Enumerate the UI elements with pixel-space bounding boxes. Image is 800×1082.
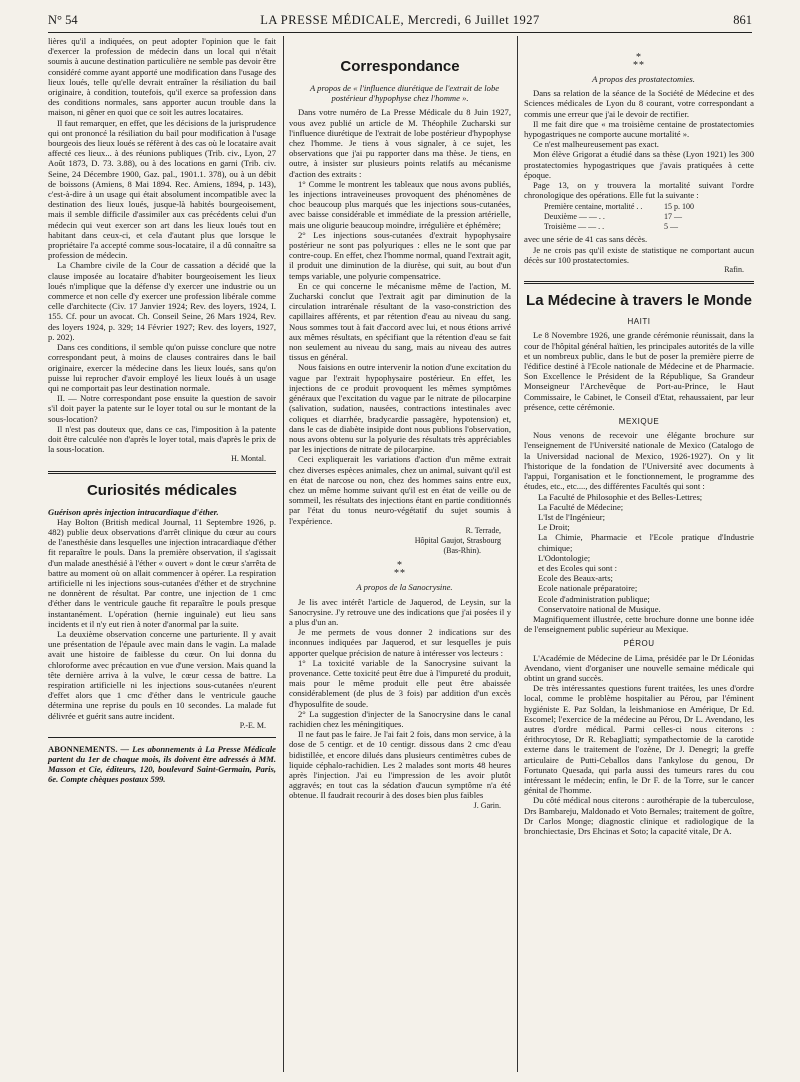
article-subtitle: A propos de « l'influence diurétique de l'extrait de lobe postérieur d'hypophyse chez l'homme ». — [309, 83, 500, 104]
paragraph: Nous venons de recevoir une élégante brochure sur l'enseignement de l'Université nationale de Mexico (Catalogo de la Universidad nacional de Mexico, 1926-1927). On y lit l'historique de la fondation de l'Université avec documents à l'appui, l'organisation et le fonctionnement, le programme des études, etc., etc...., des différentes Facultés qui sont : — [524, 430, 754, 492]
list-item: Ecole des Beaux-arts; — [538, 573, 613, 584]
article-subtitle: A propos des prostatectomies. — [592, 74, 695, 84]
section-title-medecine-monde: La Médecine à travers le Monde — [526, 292, 752, 310]
list-item: La Faculté de Médecine; — [538, 501, 624, 512]
paragraph: avec une série de 41 cas sans décès. — [524, 234, 648, 245]
signature-region: (Bas-Rhin). — [443, 546, 481, 556]
paragraph: Il ne faut pas le faire. Je l'ai fait 2 fois, dans mon service, à la dose de 5 centigr. et de 10 centigr. dissous dans 2 cmc d'eau bidistillée, et encore dilués dans plusieurs centimètres cubes de liquide céphalo-rachidien. Les 2 malades sont morts 48 heures après l'injection. J'ai eu l'impression de les avoir plutôt aggravés; en tout cas la sédation d'aucun symptôme n'a été obtenue. Il faudrait recourir à des doses bien plus faibles — [289, 729, 511, 801]
section-title-curiosites: Curiosités médicales — [86, 481, 238, 499]
abonnements-text: — Les abonnements à La Presse Médicale partent du 1er de chaque mois, ils doivent être adressés à MM. Masson et Cie, éditeurs, 120, boulevard Saint-Germain, Paris, 6e. Compte chèques postaux 599. — [48, 744, 276, 784]
stars-separator: * ** — [633, 52, 645, 71]
table-row — [544, 222, 754, 232]
mortality-table — [544, 202, 754, 232]
column-1 — [48, 36, 276, 784]
paragraph: L'Académie de Médecine de Lima, présidée par le Dr Léonidas Avendano, vient d'organiser une nouvelle semaine médicale qui obtint un grand succès. — [524, 652, 754, 683]
table-cell: 15 p. 100 — [664, 202, 694, 212]
list-item: Le Droit; — [538, 522, 570, 533]
list-item: L'Odontologie; — [538, 552, 591, 563]
table-cell: Deuxième — — . . — [544, 212, 605, 222]
abonnements-label: ABONNEMENTS. — [48, 744, 118, 754]
paragraph: Il me fait dire que « ma troisième centaine de prostatectomies hypogastriques ne comporte aucune mortalité ». — [524, 118, 754, 140]
table-row — [544, 212, 754, 222]
paragraph: Hay Bolton (British medical Journal, 11 Septembre 1926, p. 482) publie deux observations d'arrêt clinique du cœur au cours de l'anesthésie dans lesquelles une injection intracardiaque d'éther fit reparaître le pouls. Dans la première observation, il s'agissait d'un malade anesthésié à l'éther « ouvert » dont le cœur s'arrêta de battre au moment où on allait commencer à opérer. La respiration artificielle ni les injections sous-cutanées d'éther et de strychnine ne donnèrent de résultat. Par contre, une injection de 1 cmc d'éther dans le ventricule gauche fit reparaître le pouls presque instantanément. L'opération (hernie inguinale) eut lieu sans incidents et il n'y eut rien à noter d'anormal par la suite. — [48, 516, 276, 629]
table-row — [544, 202, 754, 212]
section-rule — [48, 737, 276, 738]
section-rule — [48, 471, 276, 474]
paragraph: Dans ces conditions, il semble qu'on puisse conclure que notre correspondant peut, à moins de clauses contraires dans le bail originaire, exercer la médecine dans les lieux loués, sans qu'on puisse lui reprocher d'avoir employé les lieux loués à un usage qui ne comportait pas leur destination normale. — [48, 342, 276, 393]
journal-title: LA PRESSE MÉDICALE, Mercredi, 6 Juillet 1927 — [260, 13, 540, 27]
list-item: et des Ecoles qui sont : — [538, 562, 618, 573]
paragraph: 1° Comme le montrent les tableaux que nous avons publiés, les injections intraveineuses provoquent des phénomènes de choc beaucoup plus marqués que les injections sous-cutanées, avec baisse considérable et immédiate de la pression artérielle, mais une oligurie beaucoup moindre, irrégulière et éphémère; — [289, 178, 511, 230]
country-heading-haiti: HAITI — [627, 317, 651, 327]
paragraph: 1° La toxicité variable de la Sanocrysine suivant la provenance. Cette toxicité peut être due à l'impureté du produit, mais pour le même produit elle peut être abaissée considérablement (de plus de 3 fois) par addition d'un excès d'hyposulfite de soude. — [289, 657, 511, 709]
paragraph: Il faut remarquer, en effet, que les décisions de la jurisprudence qui ont prononcé la résiliation du bail pour modification à l'usage bourgeois des lieux loués se réfèrent à des cas où le locataire avait affecté ces lieux... à des réunions publiques (Trib. civ., Lyon, 27 Août 1873, D. 73. 3.88), ou à des locations en garni (Trib. civ. Seine, 24 Décembre 1900, Gaz. pal., 1901.1. 378), ou à un débit de boissons (Amiens, 8 Mai 1894. Rec. Amiens, 1894, p. 143), c'est-à-dire à un usage qui était absolument incompatible avec la destination des lieux loués, jusque-là habités bourgeoisement, mais il semble difficile d'assimiler aux cas précédents celui d'un médecin qui veut exercer son art dans les lieux loués tout en habitant dans ceux-ci, et cela d'autant plus que lorsque le propriétaire l'a accepté comme sous-locataire, il a dû connaître sa profession de médecin. — [48, 117, 276, 261]
list-item: La Chimie, Pharmacie et l'Ecole pratique d'Industrie chimique; — [538, 532, 754, 553]
paragraph: Je ne crois pas qu'il existe de statistique ne comportant aucun décès sur 100 prostatectomies. — [524, 244, 754, 265]
paragraph: Il n'est pas douteux que, dans ce cas, l'imposition à la patente doit être calculée non d'après le loyer total, mais d'après le prix de la sous-location. — [48, 423, 276, 455]
table-cell: Troisième — — . . — [544, 222, 605, 232]
signature: P.-E. M. — [239, 720, 266, 730]
section-rule — [524, 281, 754, 284]
paragraph: 2° Les injections sous-cutanées d'extrait hypophysaire postérieur ne sont pas polyuriques : elles ne le sont que par contre-coup. En effet, chez l'homme normal, quand l'extrait agit, il produit une diminution de la diurèse, qui suit, au bout d'un temps variable, une polyurie compensatrice. — [289, 229, 511, 281]
list-item: Ecole nationale préparatoire; — [538, 583, 638, 594]
paragraph: Le 8 Novembre 1926, une grande cérémonie réunissait, dans la cour de l'hôpital général haïtien, les principales autorités de la ville et un nombreux public, dans le but de poser la première pierre de l'édifice destiné à l'Ecole nationale de Médecine et de Pharmacie. Son Excellence le Président de la République, Sa Grandeur Monseigneur l'Archevêque de Port-au-Prince, le Haut Commissaire, le Cabinet, le Conseil d'Etat, rehaussaient, par leur présence, cette cérémonie. — [524, 330, 754, 412]
paragraph: En ce qui concerne le mécanisme même de l'action, M. Zucharski conclut que l'extrait agit par diminution de la circulation intrarénale résultant de la vaso-constriction des capillaires afférents, et par rétention d'eau au niveau du sang. Nous sommes tout à fait d'accord avec lui, et nous étions arrivé aux mêmes résultats, en spécifiant que la rétention d'eau se fait non seulement au niveau du sang, mais au niveau des autres tissus en général. — [289, 280, 511, 363]
column-2 — [289, 36, 511, 811]
list-item: La Faculté de Philosophie et des Belles-Lettres; — [538, 491, 703, 502]
table-cell: 17 — — [664, 212, 682, 222]
signature: J. Garin. — [473, 800, 501, 810]
column-divider — [517, 36, 518, 1072]
paragraph: 2° La suggestion d'injecter de la Sanocrysine dans le canal rachidien chez les méningitiques. — [289, 708, 511, 729]
issue-number: N° 54 — [48, 13, 78, 27]
list-item: L'Ist de l'Ingénieur; — [538, 511, 606, 522]
paragraph: Ceci expliquerait les variations d'action d'un même extrait chez diverses espèces animales, chez un animal, suivant qu'il est en état de narcose ou non, chez des hommes sains entre eux, chez un même homme suivant qu'il est en état de veille ou de sommeil, les résultats des injections étant en partie conditionnés par l'état du tonus neuro-végétatif du sujet soumis à l'expérience. — [289, 454, 511, 526]
list-item: Ecole d'administration publique; — [538, 593, 650, 604]
article-subtitle: Guérison après injection intracardiaque d'éther. — [48, 506, 219, 517]
page-number: 861 — [733, 13, 752, 27]
paragraph: Ce n'est malheureusement pas exact. — [533, 139, 659, 150]
table-cell: Première centaine, mortalité . . — [544, 202, 643, 212]
paragraph: Je me permets de vous donner 2 indications sur des inconnues indiquées par Jaquerod, et sur lesquelles je puis apporter quelque précision de nature à intéresser vos lecteurs : — [289, 627, 511, 658]
paragraph: La Chambre civile de la Cour de cassation a décidé que la clause imposée au locataire d'habiter bourgeoisement les lieux loués n'implique que la défense d'y exercer une industrie ou un commerce et non celle d'y exercer une profession libérale comme celle d'architecte (Civ. 17 Janvier 1924; Rev. des loyers, 1924, I. 155. Cf. pour un avocat. Ch. Conseil Seine, 26 Mars 1924, Rev. des loyers 1924, p. 329; 14 Février 1927; Rev. des loyers, 1927, p. 202). — [48, 260, 276, 342]
abonnements-notice — [48, 744, 276, 784]
paragraph: Nous faisions en outre intervenir la notion d'une excitation du vague par l'extrait hypophysaire postérieur. En effet, les injections de ce produit provoquent les mêmes symptômes généraux que l'excitation du vague par le nitrate de pilocarpine (salivation, sudation, nausées, contractions intestinales avec coliques et diarrhée, bradycardie passagère, hypotension) et, dans le cas de diabète insipide dont nous publions l'observation, nous avons obtenu sur la polyurie des résultats très appréciables par les injections de nitrate de pilocarpine. — [289, 362, 511, 455]
paragraph: Mon élève Grigorat a étudié dans sa thèse (Lyon 1921) les 300 prostatectomies hypogastriques que j'avais pratiquées à cette époque. — [524, 149, 754, 180]
stars-separator: * ** — [394, 560, 406, 580]
paragraph: Je lis avec intérêt l'article de Jaquerod, de Leysin, sur la Sanocrysine. J'y retrouve une des indications que j'ai posées il y a plus d'un an. — [289, 596, 511, 627]
paragraph: Magnifiquement illustrée, cette brochure donne une bonne idée de l'enseignement public supérieur au Mexique. — [524, 613, 754, 635]
list-item: Conservatoire national de Musique. — [538, 603, 661, 614]
paragraph: II. — Notre correspondant pose ensuite la question de savoir s'il doit payer la patente sur le loyer total ou sur le montant de la sous-location? — [48, 393, 276, 424]
paragraph: La deuxième observation concerne une parturiente. Il y avait une présentation de l'épaule avec main dans le vagin. La malade avait une histoire de faiblesse du cœur. On lui donna du chloroforme avec précaution en vue d'une version. Mais quand la tête dernière arriva à la vulve, le cœur cessa de battre. La respiration artificielle ni les injections sous-cutanées n'eurent d'effet alors que 1 cmc d'éther dans le ventricule gauche détermina une reprise du pouls en 10 secondes. La malade fut délivrée et guérit sans autre incident. — [48, 628, 276, 721]
table-cell: 5 — — [664, 222, 678, 232]
paragraph: De très intéressantes questions furent traitées, les unes d'ordre local, comme le problème hospitalier au Pérou, par l'éminent hygiéniste E. Paz Soldan, la leishmaniose en Amérique, Dr Ed. Escomel; l'exercice de la médecine au Pérou, Dr L. Avendano, les autres d'ordre médical. Parmi celles-ci nous citerons : érithrocytose, Dr R. Rebagliatti; sympathectomie de la carotide externe dans le traitement de l'ozène, Dr J. Denegri; la greffe articulaire de Putti-Ceballos dans l'ankylose du genou, Dr Fortunato Quesada, qui parla aussi des tumeurs rares du cou intéressant le médecin; enfin, le Dr F. de la Torre, sur le cancer génital de l'homme. — [524, 683, 754, 796]
paragraph: Du côté médical nous citerons : aurothérapie de la tuberculose, Drs Bambareju, Maldonado et Voto Bernales; traitement de goître, Dr Carlos Monge; diagnostic clinique et radiologique de la bronchiectasie, Drs Ehcinas et Soto; la capacité vitale, Dr A. — [524, 795, 754, 836]
column-3 — [524, 36, 754, 836]
paragraph: Dans votre numéro de La Presse Médicale du 8 Juin 1927, vous avez publié un article de M. Théophile Zucharski sur l'influence diurétique de l'extrait de lobe postérieur d'hypophyse chez l'homme. Je tiens à vous signaler, à ce sujet, les observations que j'ai pu rapporter dans ma thèse. Je tiens, en outre, à insister sur plusieurs points relatifs au mécanisme d'action des extraits : — [289, 107, 511, 179]
paragraph: Dans sa relation de la séance de la Société de Médecine et des Sciences médicales de Lyon du 8 courant, votre correspondant a commis une erreur que j'ai le devoir de rectifier. — [524, 88, 754, 119]
page-header — [48, 10, 752, 33]
facultes-list — [524, 492, 754, 614]
signature: H. Montal. — [231, 454, 266, 464]
paragraph: lières qu'il a indiquées, on peut adopter l'opinion que le fait d'exercer la profession de médecin dans un local qui n'était soumis à aucune destination particulière ne semble pas devoir être considéré comme ayant apporté une modification dans l'usage des lieux loués, telle qu'elle devrait entraîner la résiliation du bail originaire, à condition, toutefois, qu'il exerce sa profession dans des conditions normales, sans apporter aucun trouble dans la maison, ni gêner en quoi que ce soit les autres locataires. — [48, 36, 276, 118]
country-heading-mexique: MEXIQUE — [618, 417, 660, 427]
article-subtitle: A propos de la Sanocrysine. — [356, 582, 453, 593]
signature-affiliation: Hôpital Gaujot, Strasbourg — [414, 535, 501, 545]
column-divider — [283, 36, 284, 1072]
country-heading-perou: PÉROU — [623, 639, 655, 649]
paragraph: Page 13, on y trouvera la mortalité suivant l'ordre chronologique des opérations. Elle fut la suivante : — [524, 180, 754, 201]
section-title-correspondance: Correspondance — [340, 58, 460, 75]
signature: Rafin. — [724, 265, 744, 275]
signature-name: R. Terrade, — [465, 525, 501, 535]
